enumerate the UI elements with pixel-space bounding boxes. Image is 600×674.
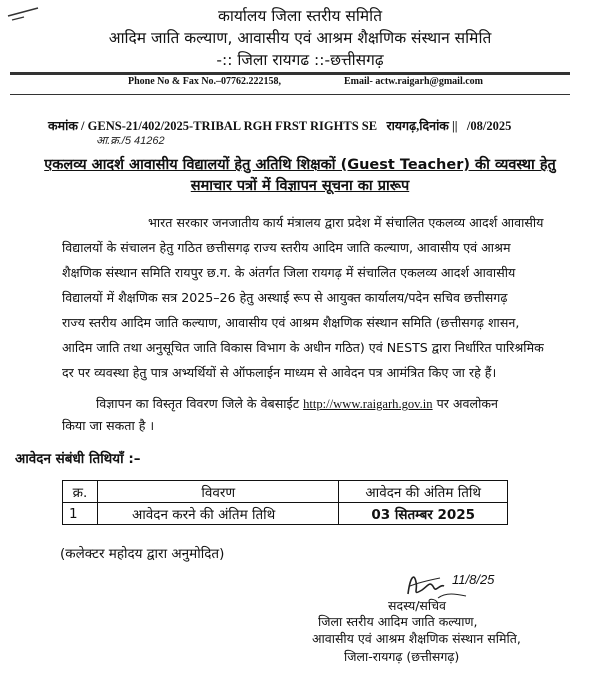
reference-line: कमांक / GENS-21/402/2025-TRIBAL RGH FRST RIGHTS SE रायगढ़,दिनांक || /08/2025 bbox=[48, 119, 512, 133]
subject-line-1: एकलव्य आदर्श आवासीय विद्यालयों हेतु अतिथि शिक्षकों (Guest Teacher) की व्यवस्था हेतु bbox=[44, 157, 556, 173]
office-title: कार्यालय जिला स्तरीय समिति bbox=[217, 7, 383, 25]
cell-serial: 1 bbox=[63, 503, 98, 525]
col-header-serial: क्र. bbox=[63, 481, 98, 503]
dates-table bbox=[62, 480, 508, 525]
signatory-line-2: जिला स्तरीय आदिम जाति कल्याण, bbox=[318, 614, 478, 629]
table-row bbox=[63, 503, 508, 525]
para2-text: विज्ञापन का विस्तृत विवरण जिले के वेबसाईट bbox=[96, 396, 300, 411]
para1-line: विद्यालयों के संचालन हेतु गठित छत्तीसगढ़ राज्य स्तरीय आदिम जाति कल्याण, आवासीय एवं आश्रम bbox=[62, 240, 511, 255]
dates-section-title: आवेदन संबंधी तिथियाँ :– bbox=[15, 451, 141, 467]
signatory-line-3: आवासीय एवं आश्रम शैक्षणिक संस्थान समिति, bbox=[312, 631, 521, 646]
signatory-line-4: जिला-रायगढ़ (छत्तीसगढ़) bbox=[344, 649, 460, 664]
signatory-designation: सदस्य/सचिव bbox=[388, 598, 446, 613]
society-name: आदिम जाति कल्याण, आवासीय एवं आश्रम शैक्षणिक संस्थान समिति bbox=[108, 29, 492, 47]
cell-description: आवेदन करने की अंतिम तिथि bbox=[98, 503, 339, 525]
subject-line-2: समाचार पत्रों में विज्ञापन सूचना का प्रारूप bbox=[190, 178, 410, 194]
approval-note: (कलेक्टर महोदय द्वारा अनुमोदित) bbox=[60, 546, 225, 562]
signature-date: 11/8/25 bbox=[452, 572, 495, 587]
website-link[interactable]: http://www.raigarh.gov.in bbox=[303, 397, 433, 411]
table-header-row bbox=[63, 481, 508, 503]
para1-line: विद्यालयों में शैक्षणिक सत्र 2025–26 हेतु अस्थाई रूप से आयुक्त कार्यालय/पदेन सचिव छत्तीसगढ़ bbox=[62, 290, 508, 305]
date-day: || bbox=[452, 119, 458, 133]
reference-number: GENS-21/402/2025-TRIBAL RGH FRST RIGHTS SE bbox=[87, 119, 378, 133]
para2-text-after: पर अवलोकन bbox=[436, 396, 499, 411]
para1-line: भारत सरकार जनजातीय कार्य मंत्रालय द्वारा प्रदेश में संचालित एकलव्य आदर्श आवासीय bbox=[148, 215, 544, 230]
handwritten-inward-number: आ.क्र./5 41262 bbox=[96, 135, 165, 147]
para2-line-2: किया जा सकता है । bbox=[62, 418, 155, 433]
para1-line: शैक्षणिक संस्थान समिति रायपुर छ.ग. के अंतर्गत जिला रायगढ़ में संचालित एकलव्य आदर्श आवासीय bbox=[62, 265, 516, 280]
para1-line: आदिम जाति तथा अनुसूचित जाति विकास विभाग के अधीन गठित) एवं NESTS द्वारा निर्धारित पारिश्रमिक bbox=[62, 340, 544, 355]
col-header-last-date: आवेदन की अंतिम तिथि bbox=[339, 481, 508, 503]
place-date-label: रायगढ़,दिनांक bbox=[386, 119, 449, 133]
col-header-description: विवरण bbox=[98, 481, 339, 503]
cell-last-date: 03 सितम्बर 2025 bbox=[339, 503, 508, 525]
para1-line: राज्य स्तरीय आदिम जाति कल्याण, आवासीय एवं आश्रम शैक्षणिक संस्थान समिति (छत्तीसगढ़ शासन, bbox=[62, 315, 520, 330]
kramank-label: कमांक bbox=[48, 119, 78, 133]
district-name: -:: जिला रायगढ ::-छत्तीसगढ़ bbox=[216, 51, 384, 69]
para1-line: दर पर व्यवस्था हेतु पात्र अभ्यर्थियों से ऑफलाईन माध्यम से आवेदन पत्र आमंत्रित किए जा रहे हैं। bbox=[62, 365, 497, 380]
phone-fax: Phone No & Fax No.–07762.222158, bbox=[128, 76, 282, 87]
header-rule-thick bbox=[10, 72, 570, 75]
header-rule-thin bbox=[10, 94, 570, 95]
para2-line bbox=[96, 391, 498, 417]
date-month-year: /08/2025 bbox=[466, 119, 512, 133]
email-address: Email- actw.raigarh@gmail.com bbox=[344, 76, 483, 87]
